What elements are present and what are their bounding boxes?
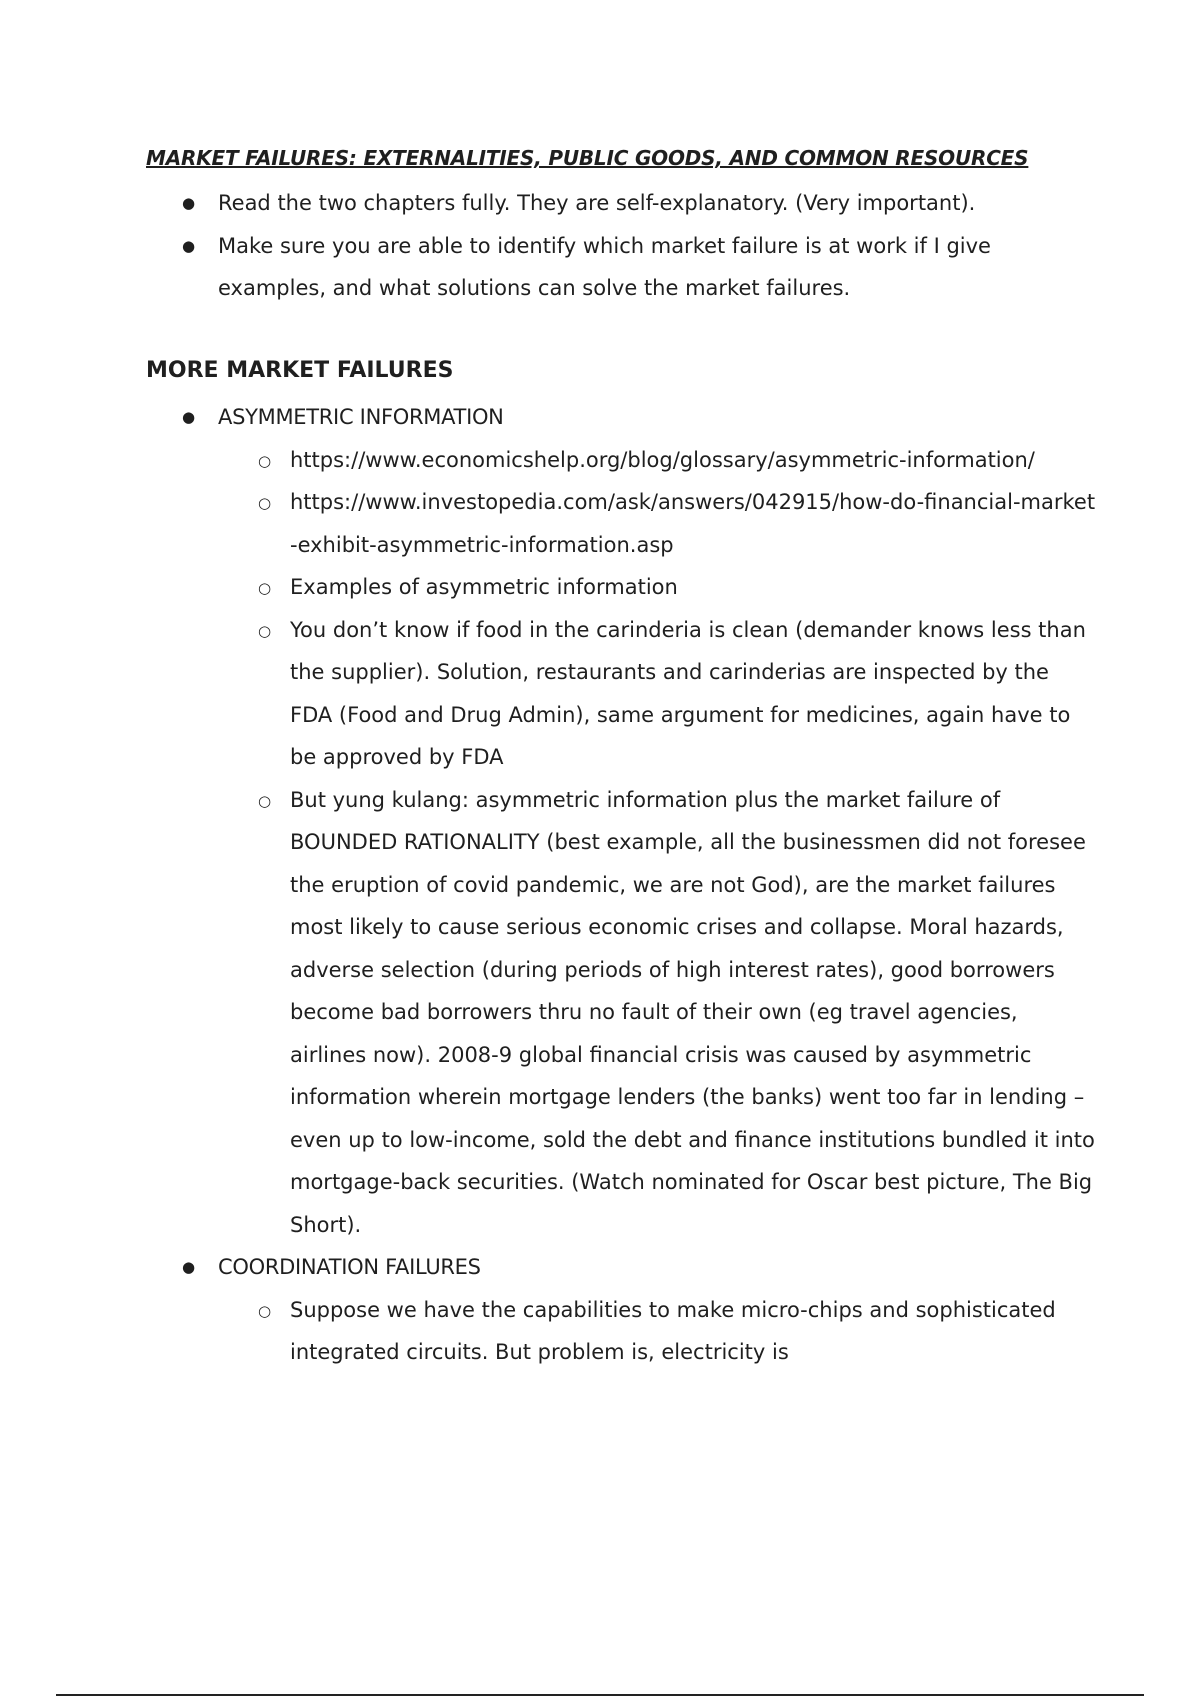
section-heading-more-market-failures: MORE MARKET FAILURES [146, 358, 454, 383]
asymmetric-sub-list [218, 439, 1096, 1247]
list-item: ● Make sure you are able to identify which market failure is at work if I give examples, and what solutions can solve the market failures. [146, 225, 1096, 310]
page-bottom-divider [56, 1694, 1144, 1696]
list-item-label: COORDINATION FAILURES [218, 1255, 481, 1279]
economicshelp-link[interactable]: ○ https://www.economicshelp.org/blog/glossary/asymmetric-information/ [218, 439, 1096, 482]
list-item: ● Read the two chapters fully. They are self-explanatory. (Very important). [146, 182, 1096, 225]
list-item-asymmetric-information [146, 396, 1096, 1246]
list-item-coordination-failures [146, 1246, 1096, 1374]
list-item: ○ Suppose we have the capabilities to make micro-chips and sophisticated integrated circuits. But problem is, electricity is [218, 1289, 1096, 1374]
list-item: ○ Examples of asymmetric information [218, 566, 1096, 609]
section1-bullet-list [146, 182, 1096, 310]
list-item: ○ But yung kulang: asymmetric information plus the market failure of BOUNDED RATIONALITY (best example, all the businessmen did not foresee the eruption of covid pandemic, we are not God), are the market failures most likely to cause serious economic crises and collapse. Moral hazards, adverse selection (during periods of high interest rates), good borrowers become bad borrowers thru no fault of their own (eg travel agencies, airlines now). 2008-9 global financial crisis was caused by asymmetric information wherein mortgage lenders (the banks) went too far in lending – even up to low-income, sold the debt and finance institutions bundled it into mortgage-back securities. (Watch nominated for Oscar best picture, The Big Short). [218, 779, 1096, 1247]
list-item-label: ASYMMETRIC INFORMATION [218, 405, 504, 429]
investopedia-link[interactable]: ○ https://www.investopedia.com/ask/answers/042915/how-do-financial-market-exhibit-asymmetric-information.asp [218, 481, 1096, 566]
coordination-sub-list [218, 1289, 1096, 1374]
list-item: ○ You don’t know if food in the carinderia is clean (demander knows less than the supplier). Solution, restaurants and carinderias are inspected by the FDA (Food and Drug Admin), same argument for medicines, again have to be approved by FDA [218, 609, 1096, 779]
section2-bullet-list [146, 396, 1096, 1374]
section-heading-externalities: MARKET FAILURES: EXTERNALITIES, PUBLIC GOODS, AND COMMON RESOURCES [146, 146, 1029, 170]
